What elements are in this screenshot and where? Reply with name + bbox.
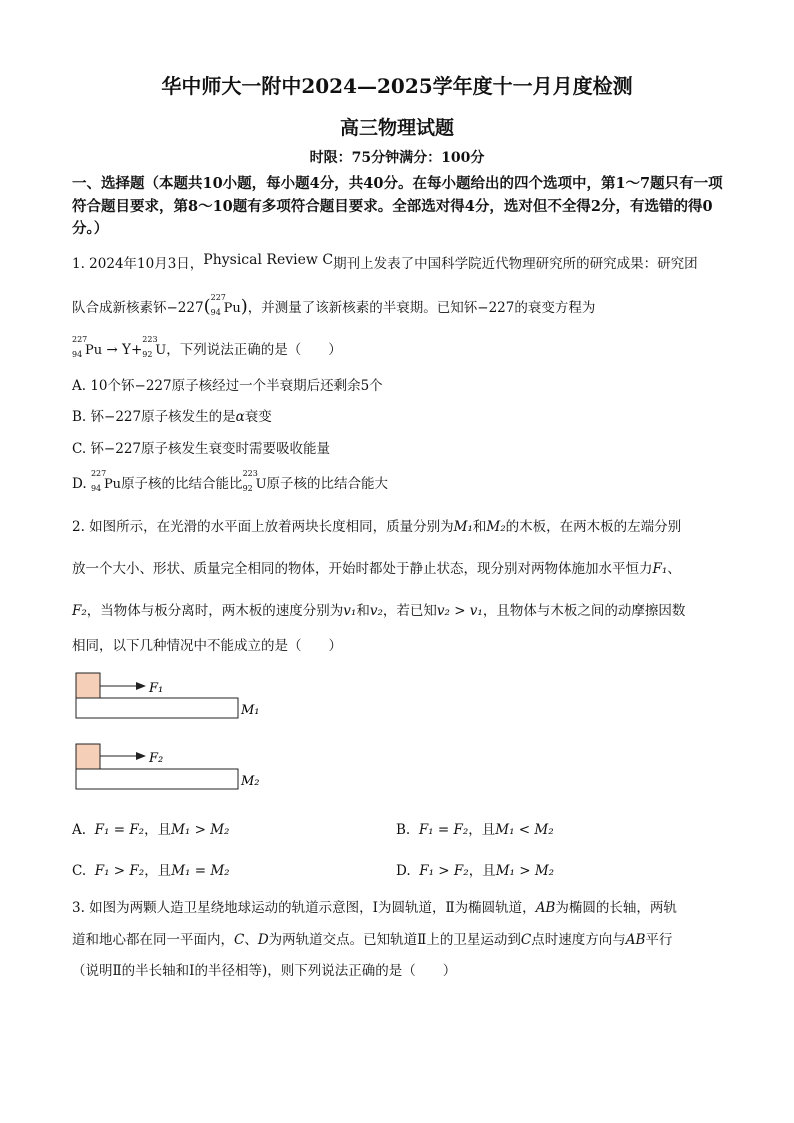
option-letter: C. (72, 863, 87, 879)
q2-line3 (72, 599, 685, 619)
q1-text: 的衰变方程为 (514, 300, 596, 316)
q3-text: 为两轨道交点。已知轨道Ⅱ上的卫星运动到 (268, 932, 521, 948)
block-2 (76, 744, 100, 769)
option-text: B. 钚−227原子核发生的是 (72, 409, 236, 425)
u-nuclide (142, 335, 167, 359)
block-1 (76, 673, 100, 698)
exam-subtitle: 高三物理试题 (339, 117, 454, 139)
option-cond1: F₁ > F₂ (94, 863, 145, 879)
force-f2: F₂ (72, 603, 87, 619)
board-m2 (76, 769, 238, 789)
q3-text: 3. 如图为两颗人造卫星绕地球运动的轨道示意图，Ⅰ为圆轨道，Ⅱ为椭圆轨道， (72, 900, 536, 916)
option-text: ，且 (144, 822, 172, 838)
arrowhead-2-icon (136, 752, 146, 760)
option-text: ，且 (468, 863, 496, 879)
atomic-number: 92 (242, 484, 253, 493)
velocity-inequality: v₂ > v₁ (436, 603, 483, 619)
exam-title: 华中师大一附中2024—2025学年度十一月月度检测 (161, 74, 633, 98)
q3-line3: （说明Ⅱ的半长轴和Ⅰ的半径相等)，则下列说法正确的是（ ） (72, 963, 457, 979)
q3-line2 (72, 928, 672, 948)
q2-text: 和 (356, 603, 370, 619)
mass-number: 227 (90, 469, 107, 478)
section-heading: 一、选择题（本题共10小题，每小题4分，共40分。在每小题给出的四个选项中，第1～7题只有一项符合题目要求，第8～10题有多项符合题目要求。全部选对得4分，选对但不全得2分，有选错的得0分。） (72, 175, 723, 237)
arrowhead-1-icon (136, 682, 146, 690)
q2-figure (70, 668, 280, 798)
option-cond2: M₁ > M₂ (495, 863, 555, 879)
q1-text: ，下列说法正确的是（ ） (166, 342, 342, 358)
option-text: D. (72, 476, 91, 492)
element-symbol: U (255, 477, 267, 492)
q1-text: 队合成新核素钚 (72, 300, 167, 316)
mass-m1: M₁ (453, 519, 473, 535)
option-letter: D. (396, 863, 411, 879)
mass-number: 227 (210, 293, 226, 302)
q1-option-d (72, 469, 389, 493)
q2-text: ，当物体与板分离时，两木板的速度分别为 (86, 603, 344, 619)
point-d: D (257, 932, 269, 948)
q1-option-a: A. 10个钚−227原子核经过一个半衰期后还剩余5个 (72, 378, 383, 394)
option-letter: B. (396, 822, 411, 838)
board-label-m1: M₁ (241, 703, 260, 718)
option-cond1: F₁ = F₂ (418, 822, 469, 838)
point-c: C (520, 932, 532, 948)
q2-option-c (72, 859, 230, 879)
option-text: 原子核的比结合能大 (266, 476, 389, 492)
q2-option-d (396, 859, 554, 879)
element-symbol: Pu (103, 477, 122, 492)
q2-text: 的木板，在两木板的左端分别 (505, 519, 682, 535)
alpha-symbol: α (235, 409, 245, 425)
q2-text: 和 (472, 519, 487, 535)
isotope-number: −227 (166, 300, 204, 316)
option-cond1: F₁ = F₂ (94, 822, 145, 838)
q2-option-a (72, 818, 229, 838)
option-cond2: M₁ = M₂ (171, 863, 230, 879)
option-letter: A. (72, 822, 87, 838)
q2-text: 、 (667, 561, 681, 577)
decay-equation: 227 94 Pu → Y+ 223 92 U，下列说法正确的是（ ） (72, 335, 342, 359)
q1-text: 1. 2024年10月3日， (72, 256, 204, 272)
board-m1 (76, 698, 238, 718)
q2-text: 放一个大小、形状、质量完全相同的物体，开始时都处于静止状态，现分别对两物体施加水平恒力 (72, 561, 653, 577)
q3-text: 道和地心都在同一平面内， (72, 932, 234, 948)
element-symbol: Pu (85, 343, 103, 358)
point-c: C (234, 932, 245, 948)
pu-nuclide (90, 469, 122, 493)
q3-text: 为椭圆的长轴，两轨 (555, 900, 677, 916)
mass-number: 223 (142, 335, 158, 344)
q2-line1 (72, 515, 681, 535)
q2-text: ，若已知 (382, 603, 437, 619)
q1-text: 期刊上发表了中国科学院近代物理研究所的研究成果：研究团 (333, 256, 698, 272)
atomic-number: 94 (72, 350, 83, 359)
atomic-number: 92 (142, 350, 153, 359)
element-symbol: Pu (223, 301, 241, 316)
exam-info: 时限：75分钟满分：100分 (309, 150, 485, 166)
product-y: Y (122, 342, 131, 358)
axis-ab: AB (535, 900, 556, 916)
option-cond2: M₁ > M₂ (171, 822, 230, 838)
q1-line2: 队合成新核素钚−227( 227 94 Pu)，并测量了该新核素的半衰期。已知钚−227的衰变方程为 (72, 293, 596, 317)
board-label-m2: M₂ (241, 774, 260, 789)
q2-text: ，且物体与木板之间的动摩擦因数 (482, 603, 686, 619)
velocity-v2: v₂ (369, 603, 383, 619)
element-symbol: U (155, 343, 167, 358)
q1-option-b (72, 405, 272, 425)
option-text: ，且 (144, 863, 172, 879)
atomic-number: 94 (210, 308, 221, 317)
q1-option-c: C. 钚−227原子核发生衰变时需要吸收能量 (72, 441, 331, 457)
atomic-number: 94 (90, 484, 102, 493)
u-nuclide (242, 469, 267, 493)
force-label-f2: F₂ (149, 751, 164, 766)
axis-ab: AB (625, 932, 646, 948)
q3-text: 、 (244, 932, 258, 948)
force-label-f1: F₁ (149, 681, 164, 696)
isotope-number: −227 (477, 300, 515, 316)
q2-text: 2. 如图所示，在光滑的水平面上放着两块长度相同，质量分别为 (72, 519, 454, 535)
mass-number: 223 (242, 469, 258, 478)
option-cond1: F₁ > F₂ (419, 863, 469, 879)
q3-text: 平行 (645, 932, 673, 948)
velocity-v1: v₁ (343, 603, 357, 619)
pu-nuclide (210, 293, 241, 317)
arrow-icon: → (106, 342, 118, 358)
q2-line4: 相同，以下几种情况中不能成立的是（ ） (72, 638, 342, 654)
option-text: 原子核的比结合能比 (121, 476, 243, 492)
board-2-group (76, 744, 260, 789)
q3-text: 点时速度方向与 (531, 932, 626, 948)
force-f1: F₁ (652, 561, 668, 577)
q3-line1 (72, 896, 677, 916)
option-text: 衰变 (244, 409, 272, 425)
board-1-group (76, 673, 260, 718)
q2-line2 (72, 557, 681, 577)
pu-nuclide (72, 335, 103, 359)
option-text: ，且 (468, 822, 496, 838)
q2-option-b (396, 818, 554, 838)
q1-text: ，并测量了该新核素的半衰期。已知钚 (247, 300, 478, 316)
option-cond2: M₁ < M₂ (495, 822, 554, 838)
mass-number: 227 (72, 335, 88, 344)
journal-name: Physical Review C (203, 252, 334, 268)
mass-m2: M₂ (486, 519, 506, 535)
q1-line1 (72, 252, 698, 272)
